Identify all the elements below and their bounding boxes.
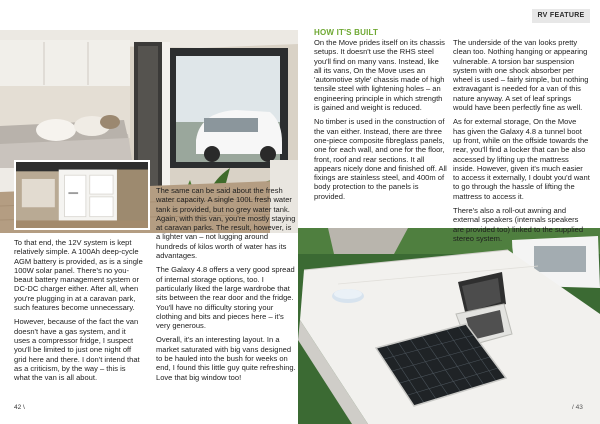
text-column-2 [156, 186, 297, 382]
paragraph: The Galaxy 4.8 offers a very good spread of internal storage options, too. I particularly liked the large wardrobe that sits between the rear door and the fridge. You'll have no difficulty storing your clothing and bits and pieces here – it's very generous. [156, 265, 295, 331]
text-column-3 [314, 38, 448, 201]
paragraph: The underside of the van looks pretty clean too. Nothing hanging or appearing vulnerable. A torsion bar suspension system with one shock absorber per wheel is used – fairly simple, but nothing extravagant is needed for a van of this nature anyway. A set of leaf springs would have been perfectly fine as well. [453, 38, 589, 113]
text-column-1 [14, 238, 143, 382]
kitchen-inset-photo [14, 160, 150, 230]
paragraph: Overall, it's an interesting layout. In a market saturated with big vans designed to be hauled into the bush for weeks on end, I found this little guy quite refreshing. Love that big window too! [156, 335, 296, 382]
section-heading: HOW IT'S BUILT [314, 28, 379, 37]
paragraph: The same can be said about the fresh water capacity. A single 100L fresh water tank is provided, but no grey water tank. Again, with this van, you're mostly staying at caravan parks. The result, however, is a lighter van – not lugging around hundreds of kilos worth of water has its advantages. [156, 186, 296, 261]
paragraph: To that end, the 12V system is kept relatively simple. A 100Ah deep-cycle AGM battery is provided, as is a single 100W solar panel. There's no you-beaut battery management system or DC-DC charger either. After all, when you're plugging in at a caravan park, such features become unnecessary. [14, 238, 143, 313]
paragraph: As for external storage, On the Move has given the Galaxy 4.8 a tunnel boot up front, while on the offside towards the rear, you'll find a locker that can be also accessed by lifting up the mattress inside. However, given it's much easier to access it externally, I doubt you'd want to go through the hassle of lifting the mattress to access it. [453, 117, 590, 201]
roof-photo [298, 228, 600, 424]
text-column-4 [453, 38, 590, 243]
paragraph: No timber is used in the construction of the van either. Instead, there are three one-piece composite fibreglass panels, one for each wall, and one for the floor, front, roof and rear sections. It all appears nicely done and finished off. All fixings are stainless steel, and 400m of body protection to the panels is provided. [314, 117, 447, 201]
page-number-right: / 43 [572, 404, 583, 411]
section-tab: RV FEATURE [532, 9, 590, 23]
paragraph: However, because of the fact the van doesn't have a gas system, and it uses a compressor fridge, I suspect you'll be limited to just one night off grid here and there. I don't intend that as a criticism, by the way – this is what the van is all about. [14, 317, 140, 383]
paragraph: On the Move prides itself on its chassis setups. It doesn't use the RHS steel you'll find on many vans. Instead, like all its vans, On the Move uses an 'automotive style' chassis made of high tensile steel with lightening holes – an engineering principle in which strength is gained and weight is reduced. [314, 38, 445, 113]
paragraph: There's also a roll-out awning and external speakers (internals speakers are provided too) linked to the supplied stereo system. [453, 206, 584, 243]
page-number: 42 \ [14, 404, 25, 411]
